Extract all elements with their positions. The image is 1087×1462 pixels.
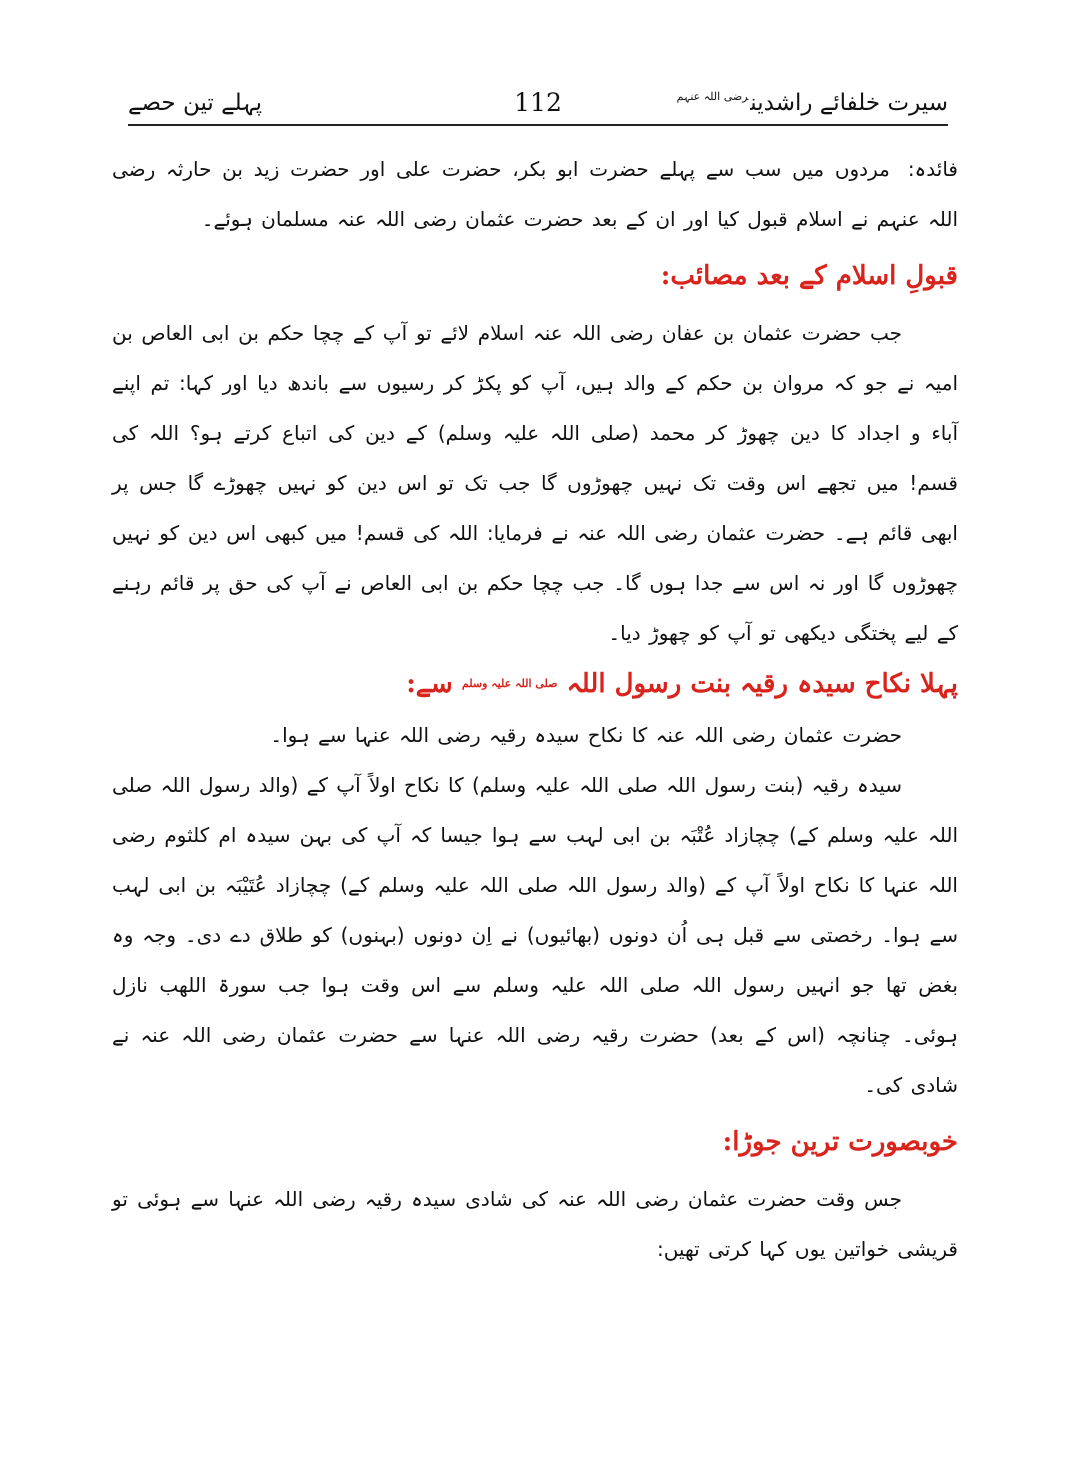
fayda-text: مردوں میں سب سے پہلے حضرت ابو بکر، حضرت علی اور حضرت زید بن حارثہ رضی اللہ عنہم نے اسلام قبول کیا اور ان کے بعد حضرت عثمان رضی اللہ عنہ مسلمان ہوئے۔ (112, 157, 958, 231)
heading-beautiful-couple: خوبصورت ترین جوڑا: (722, 1127, 958, 1157)
heading-first-nikah-text: پہلا نکاح سیدہ رقیہ بنت رسول اللہ (566, 669, 958, 699)
page-header (128, 82, 948, 126)
paragraph-hakam (112, 308, 958, 658)
heading-first-nikah (112, 658, 958, 710)
heading-honorific: صلی اللہ علیہ وسلم (461, 677, 558, 690)
paragraph-ruqayya: سیدہ رقیہ (بنت رسول اللہ صلی اللہ علیہ وسلم) کا نکاح اولاً آپ کے (والد رسول اللہ صلی اللہ علیہ وسلم کے) چچازاد عُتْبَہ بن ابی لہب سے ہوا جیسا کہ آپ کی بہن سیدہ ام کلثوم رضی اللہ عنہا کا نکاح اولاً آپ کے (والد رسول اللہ صلی اللہ علیہ وسلم کے) چچازاد عُتَیْبَہ بن ابی لہب سے ہوا۔ رخصتی سے قبل ہی اُن دونوں (بھائیوں) نے اِن دونوں (بہنوں) کو طلاق دے دی۔ وجہ وہ بغض تھا جو انہیں رسول اللہ صلی اللہ علیہ وسلم سے اس وقت ہوا جب سورۃ اللھب نازل ہوئی۔ چنانچہ (اس کے بعد) حضرت رقیہ رضی اللہ عنہا سے حضرت عثمان رضی اللہ عنہ نے شادی کی۔ (112, 773, 958, 1097)
fayda-label: فائدہ: (907, 157, 958, 181)
title-honorific: رضی اللہ عنہم (676, 90, 749, 103)
page-body (112, 144, 958, 1274)
book-title-text: سیرت خلفائے راشدین (750, 90, 948, 116)
paragraph-hakam-rest: کے دین کی اتباع کرتے ہو؟ اللہ کی قسم! میں تجھے اس وقت تک نہیں چھوڑوں گا جب تک تو اس دین کو نہیں چھوڑے گا جس پر ابھی قائم ہے۔ حضرت عثمان رضی اللہ عنہ نے فرمایا: اللہ کی قسم! میں کبھی اس دین کو نہیں چھوڑوں گا اور نہ اس سے جدا ہوں گا۔ جب چچا حکم بن ابی العاص نے آپ کی حق پر قائم رہنے کے لیے پختگی دیکھی تو آپ کو چھوڑ دیا۔ (112, 421, 958, 645)
fayda-paragraph (112, 144, 958, 244)
section-label: پہلے تین حصے (128, 90, 263, 116)
paragraph-nikah-intro: حضرت عثمان رضی اللہ عنہ کا نکاح سیدہ رقیہ رضی اللہ عنہا سے ہوا۔ (270, 723, 902, 747)
heading-first-nikah-end: سے: (406, 669, 453, 699)
paragraph-quraysh-women: جس وقت حضرت عثمان رضی اللہ عنہ کی شادی سیدہ رقیہ رضی اللہ عنہا سے ہوئی تو قریشی خواتین یوں کہا کرتی تھیں: (112, 1187, 958, 1261)
page-number: 112 (514, 88, 562, 117)
prophet-honorific: (صلی اللہ علیہ وسلم) (437, 421, 639, 445)
heading-after-islam: قبولِ اسلام کے بعد مصائب: (660, 261, 958, 291)
paragraph-hakam-start: جب حضرت عثمان بن عفان رضی اللہ عنہ اسلام لائے تو آپ کے چچا حکم بن ابی العاص بن امیہ نے جو کہ مروان بن حکم کے والد ہیں، آپ کو پکڑ کر رسیوں سے باندھ دیا اور کہا: تم اپنے آباء و اجداد کا دین چھوڑ کر محمد (112, 321, 959, 445)
